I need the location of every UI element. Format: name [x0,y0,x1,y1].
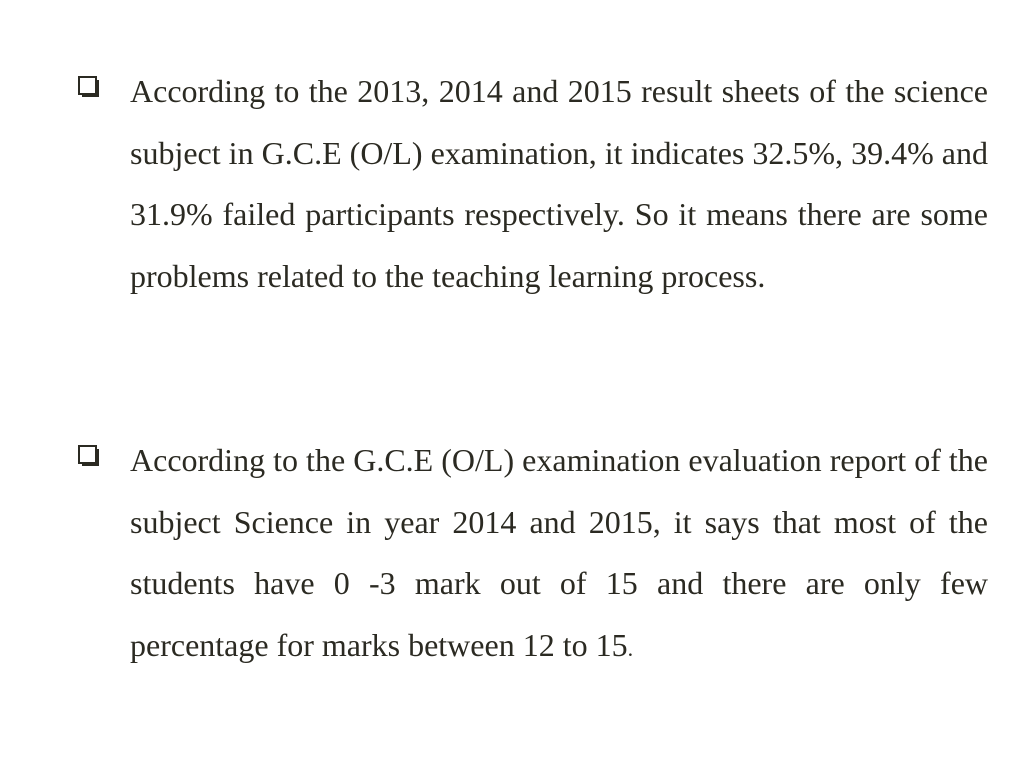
checkbox-square-icon [78,76,100,98]
checkbox-square-icon [78,445,100,467]
bullet-text-period: . [627,635,634,661]
bullet-text: According to the 2013, 2014 and 2015 result sheets of the science subject in G.C.E (O/L) examination, it indicates 32.5%, 39.4% and 31.9% failed participants respectively. So it means there are some problems related to the teaching learning process. [130,73,988,294]
bullet-text-body: According to the G.C.E (O/L) examination evaluation report of the subject Science in year 2014 and 2015, it says that most of the students have 0 -3 mark out of 15 and there are only few percentage for marks between 12 to 15 [130,442,988,663]
bullet-text [130,430,988,679]
bullet-item [78,61,988,307]
bullet-item [78,430,988,679]
